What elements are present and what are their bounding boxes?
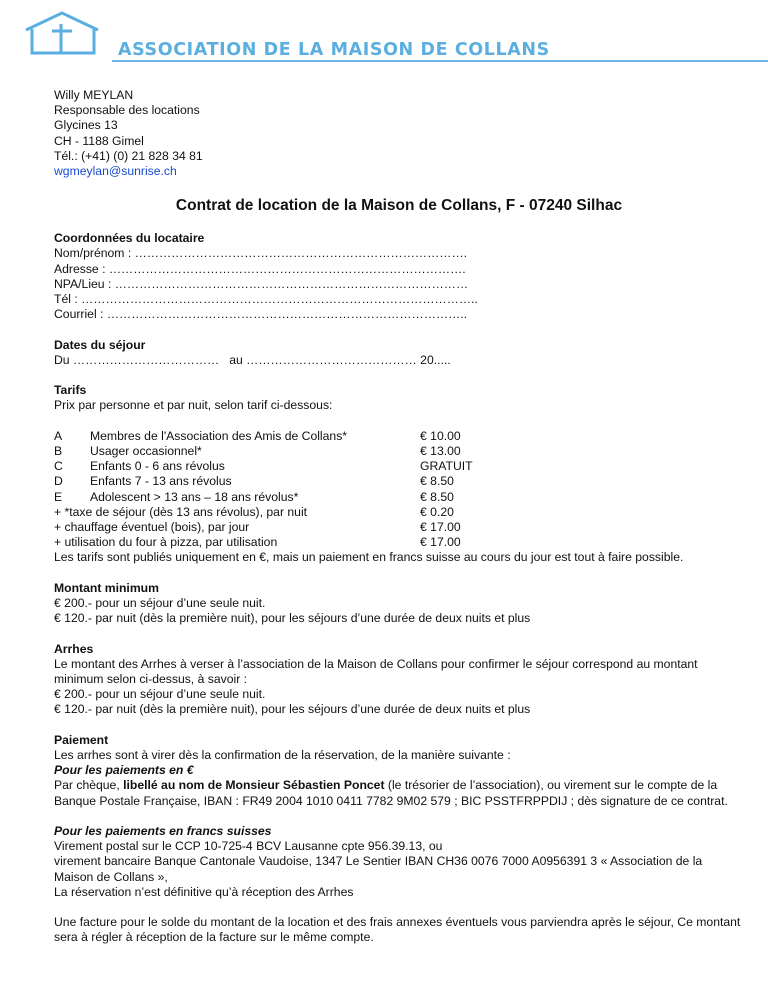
rates-section bbox=[54, 383, 744, 565]
stay-to-field: au …………………………………… 20..... bbox=[229, 352, 451, 367]
tenant-phone-field: Tél : …………………………………………………………………………………….. bbox=[54, 292, 478, 307]
chf-postal-transfer: Virement postal sur le CCP 10-725-4 BCV Lausanne cpte 956.39.13, ou bbox=[54, 839, 443, 854]
stay-from-field: Du ……………………………… bbox=[54, 352, 220, 367]
sender-city: CH - 1188 Gimel bbox=[54, 133, 144, 148]
sender-block bbox=[54, 88, 744, 179]
deposit-text: Le montant des Arrhes à verser à l’association de la Maison de Collans pour confirmer le séjour correspond au montant minimum selon ci-dessus, à savoir : bbox=[54, 656, 698, 687]
payment-section bbox=[54, 733, 744, 900]
rate-row: E Adolescent > 13 ans – 18 ans révolus* € 8.50 bbox=[54, 489, 454, 504]
tenant-name-field: Nom/prénom : ………………………………………………………………………. bbox=[54, 246, 468, 261]
tenant-email-field: Courriel : …………………………………………………………………………….. bbox=[54, 307, 468, 322]
closing-paragraph: Une facture pour le solde du montant de la location et des frais annexes éventuels vous parviendra après le séjour, Ce montant sera à régler à réception de la facture sur le même compte. bbox=[54, 915, 741, 945]
house-cross-logo bbox=[22, 10, 102, 56]
chf-bank-transfer: virement bancaire Banque Cantonale Vaudoise, 1347 Le Sentier IBAN CH36 0076 7000 A0956391 3 « Association de la Maison de Collans », bbox=[54, 854, 703, 884]
rate-row: C Enfants 0 - 6 ans révolus GRATUIT bbox=[54, 459, 473, 474]
extra-row: + *taxe de séjour (dès 13 ans révolus), par nuit € 0.20 bbox=[54, 504, 454, 519]
header-rule bbox=[112, 60, 768, 62]
rate-row: D Enfants 7 - 13 ans révolus € 8.50 bbox=[54, 474, 454, 489]
stay-heading: Dates du séjour bbox=[54, 337, 146, 352]
sender-phone: Tél.: (+41) (0) 21 828 34 81 bbox=[54, 148, 203, 163]
contract-document bbox=[54, 88, 744, 946]
organization-title: ASSOCIATION DE LA MAISON DE COLLANS bbox=[118, 40, 550, 60]
extra-row: + chauffage éventuel (bois), par jour € 17.00 bbox=[54, 520, 461, 535]
deposit-line-2: € 120.- par nuit (dès la première nuit), pour les séjours d’une durée de deux nuits et plus bbox=[54, 702, 531, 717]
minimum-line-2: € 120.- par nuit (dès la première nuit), pour les séjours d’une durée de deux nuits et plus bbox=[54, 611, 531, 626]
minimum-line-1: € 200.- pour un séjour d’une seule nuit. bbox=[54, 596, 266, 611]
tenant-postcode-field: NPA/Lieu : …………………………………………………………………………… bbox=[54, 276, 469, 291]
sender-name: Willy MEYLAN bbox=[54, 88, 134, 102]
payment-heading: Paiement bbox=[54, 732, 109, 747]
rate-row: A Membres de l'Association des Amis de Collans* € 10.00 bbox=[54, 428, 461, 443]
deposit-line-1: € 200.- pour un séjour d’une seule nuit. bbox=[54, 687, 266, 702]
deposit-heading: Arrhes bbox=[54, 641, 94, 656]
rate-row: B Usager occasionnel* € 13.00 bbox=[54, 444, 461, 459]
minimum-heading: Montant minimum bbox=[54, 580, 159, 595]
chf-payment-heading: Pour les paiements en francs suisses bbox=[54, 824, 272, 839]
stay-section bbox=[54, 338, 744, 368]
sender-email-link[interactable]: wgmeylan@sunrise.ch bbox=[54, 164, 177, 179]
tenant-section bbox=[54, 231, 744, 322]
tenant-heading: Coordonnées du locataire bbox=[54, 231, 205, 246]
deposit-section bbox=[54, 642, 744, 718]
euro-payment-heading: Pour les paiements en € bbox=[54, 763, 194, 778]
sender-street: Glycines 13 bbox=[54, 118, 118, 133]
rates-heading: Tarifs bbox=[54, 383, 87, 398]
extra-row: + utilisation du four à pizza, par utilisation € 17.00 bbox=[54, 535, 461, 550]
minimum-section bbox=[54, 581, 744, 627]
contract-title: Contrat de location de la Maison de Collans, F - 07240 Silhac bbox=[175, 197, 623, 215]
rates-intro: Prix par personne et par nuit, selon tarif ci-dessous: bbox=[54, 398, 333, 413]
rates-note: Les tarifs sont publiés uniquement en €, mais un paiement en francs suisse au cours du jour est tout à faire possible. bbox=[54, 550, 684, 565]
tenant-address-field: Adresse : ……………………………………………………………………………. bbox=[54, 261, 466, 276]
payment-intro: Les arrhes sont à virer dès la confirmation de la réservation, de la manière suivante : bbox=[54, 748, 511, 763]
sender-role: Responsable des locations bbox=[54, 103, 200, 118]
payee-name: libellé au nom de Monsieur Sébastien Poncet bbox=[123, 778, 385, 793]
letterhead bbox=[0, 0, 768, 70]
euro-payment-text: Par chèque, libellé au nom de Monsieur Sébastien Poncet (le trésorier de l’association), ou virement sur le compte de la Banque Postale Française, IBAN : FR49 2004 1010 0411 7782 9M02 579 ; BIC PSSTFRPPDIJ ; dès signature de ce contrat. bbox=[54, 778, 728, 808]
reservation-condition: La réservation n’est définitive qu’à réception des Arrhes bbox=[54, 884, 354, 899]
